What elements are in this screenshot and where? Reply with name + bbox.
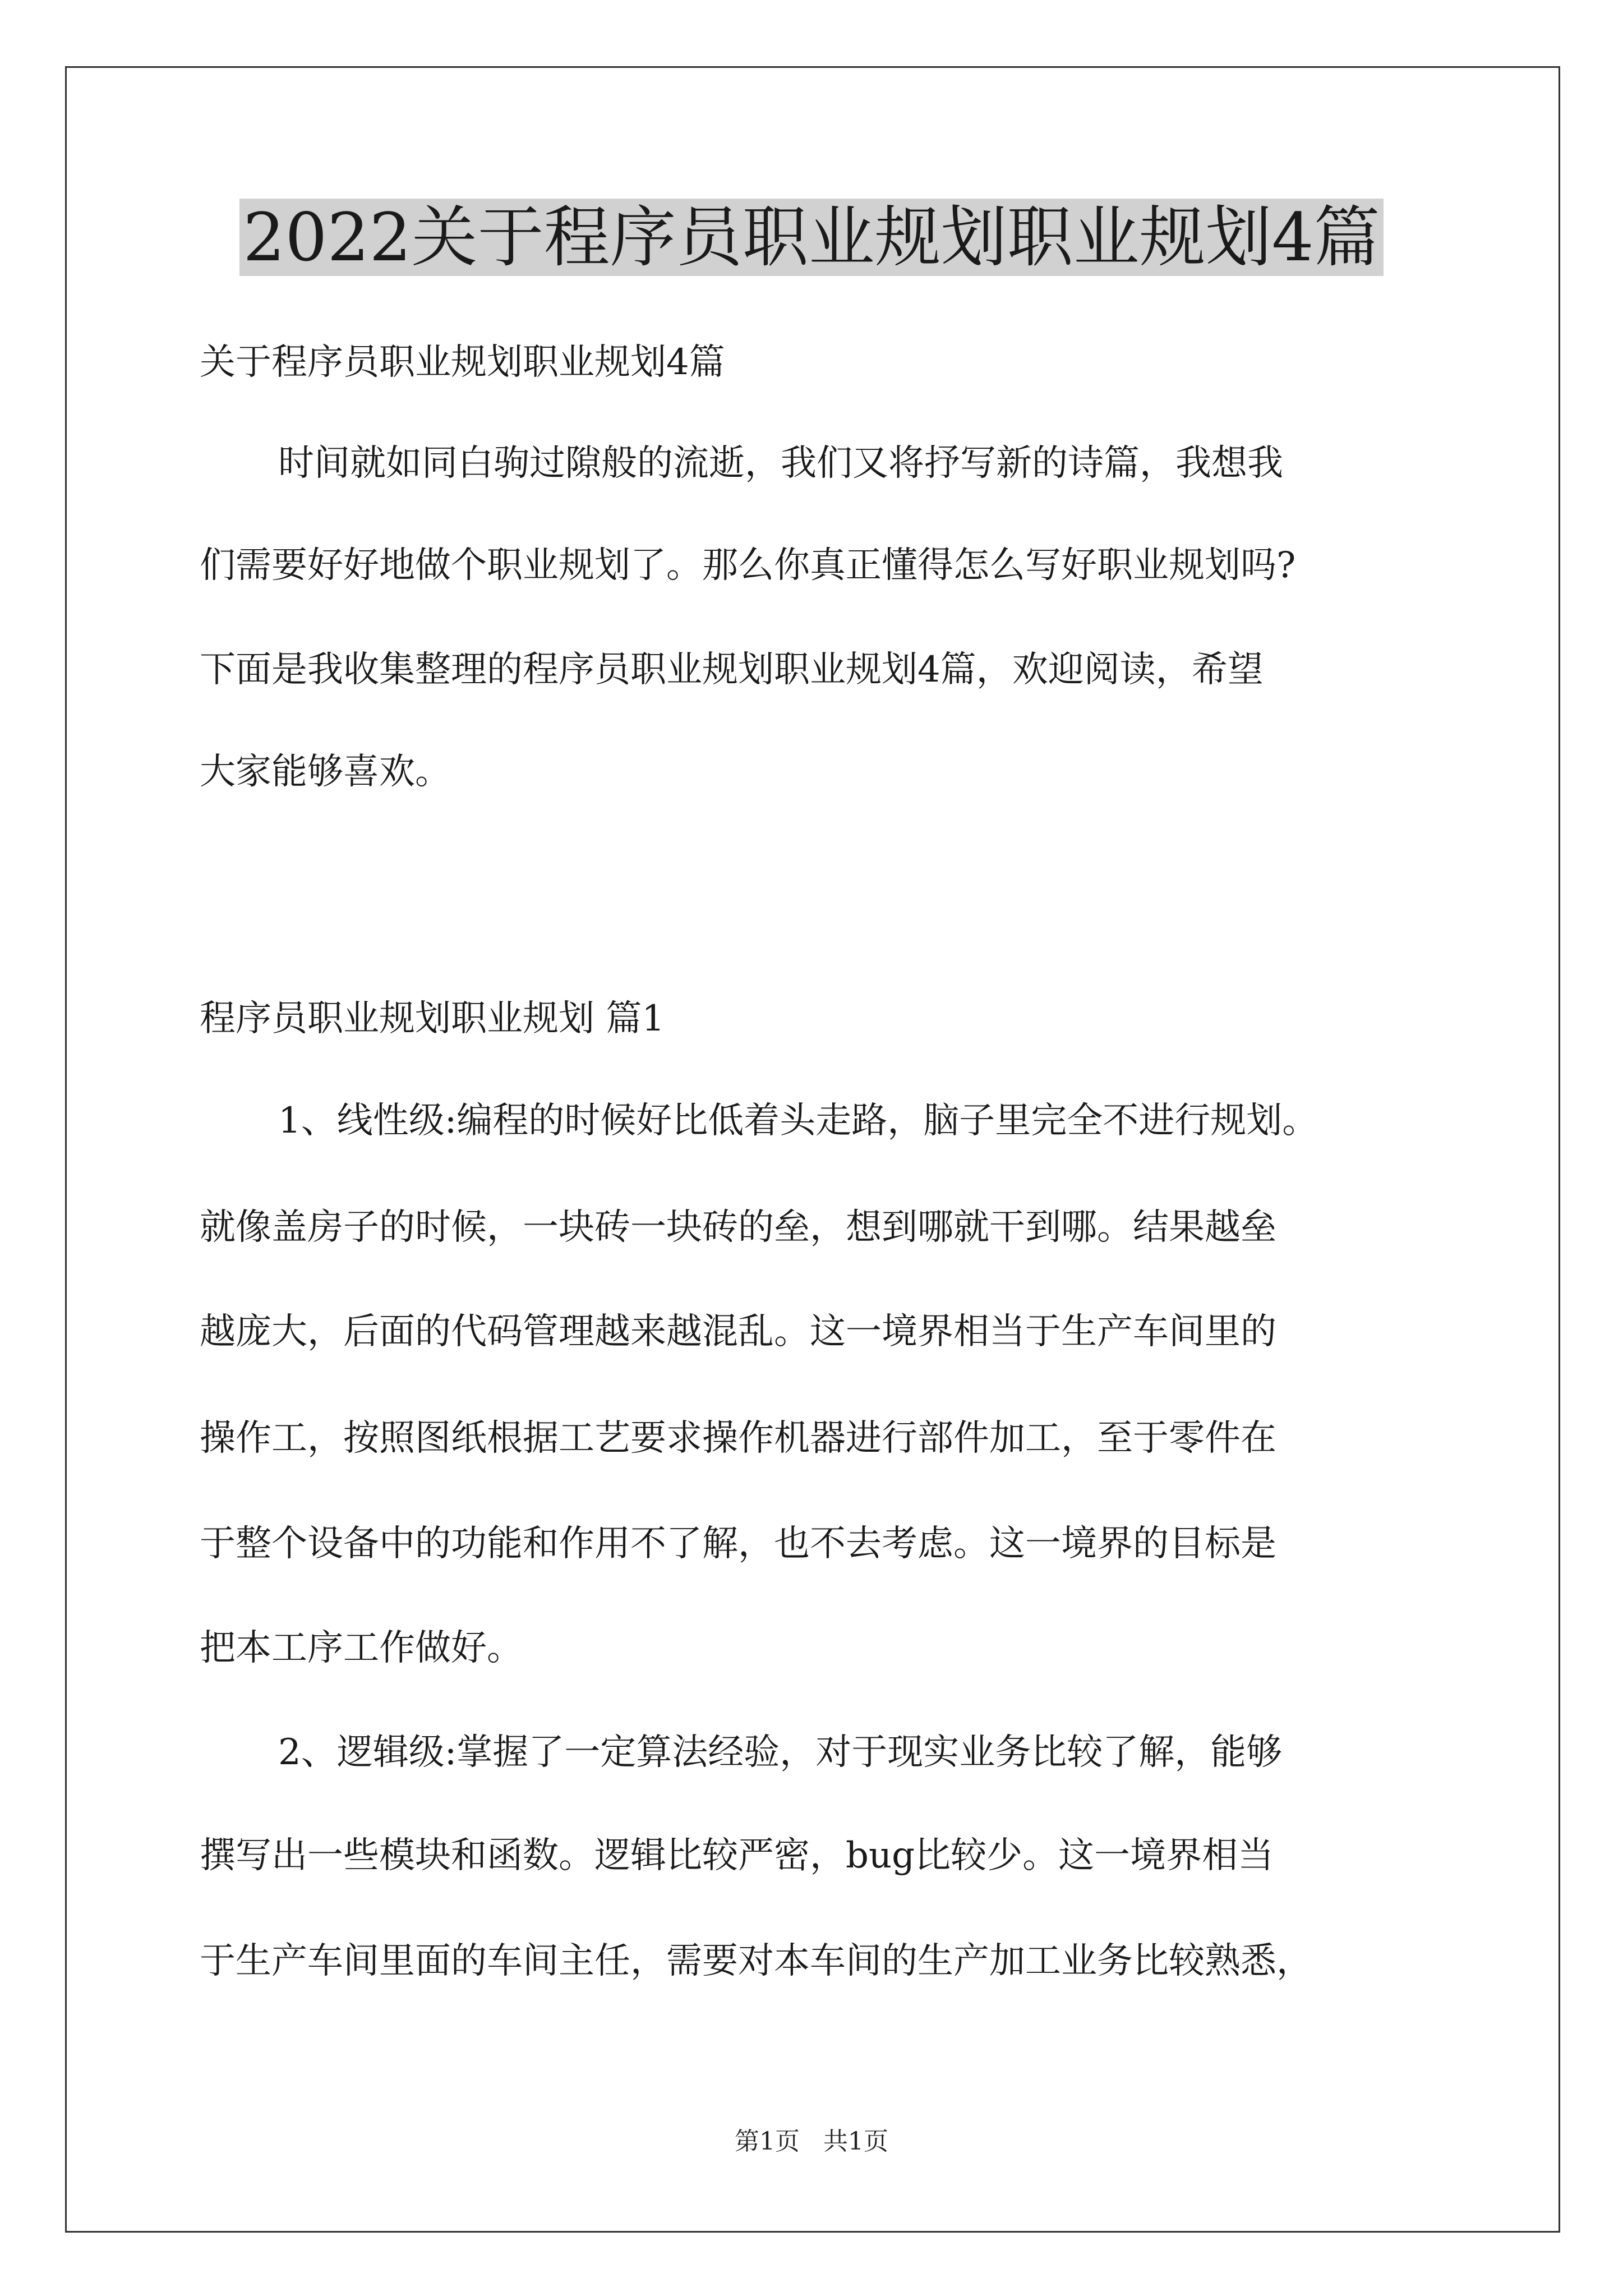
body-line: 大家能够喜欢。	[200, 751, 451, 793]
document-title	[0, 195, 1623, 279]
body-line: 把本工序工作做好。	[200, 1627, 523, 1669]
section-heading: 程序员职业规划职业规划 篇1	[200, 998, 665, 1039]
body-line: 1、线性级:编程的时候好比低着头走路，脑子里完全不进行规划。	[278, 1100, 1318, 1142]
body-line: 下面是我收集整理的程序员职业规划职业规划4篇，欢迎阅读，希望	[200, 649, 1264, 691]
body-line: 就像盖房子的时候，一块砖一块砖的垒，想到哪就干到哪。结果越垒	[200, 1207, 1276, 1248]
body-line: 越庞大，后面的代码管理越来越混乱。这一境界相当于生产车间里的	[200, 1311, 1276, 1352]
body-line: 时间就如同白驹过隙般的流逝，我们又将抒写新的诗篇，我想我	[278, 443, 1283, 484]
page-border	[65, 66, 1560, 2233]
body-line: 撰写出一些模块和函数。逻辑比较严密，bug比较少。这一境界相当	[200, 1835, 1274, 1876]
body-line: 于生产车间里面的车间主任，需要对本车间的生产加工业务比较熟悉，	[200, 1940, 1312, 1982]
body-line: 操作工，按照图纸根据工艺要求操作机器进行部件加工，至于零件在	[200, 1418, 1276, 1459]
body-line: 们需要好好地做个职业规划了。那么你真正懂得怎么写好职业规划吗?	[200, 545, 1296, 586]
page-footer: 第1页 共1页	[735, 2127, 888, 2156]
body-line: 2、逻辑级:掌握了一定算法经验，对于现实业务比较了解，能够	[278, 1732, 1283, 1773]
document-title-text: 2022关于程序员职业规划职业规划4篇	[239, 199, 1383, 276]
subtitle-line: 关于程序员职业规划职业规划4篇	[200, 342, 725, 383]
body-line: 于整个设备中的功能和作用不了解，也不去考虑。这一境界的目标是	[200, 1523, 1276, 1565]
